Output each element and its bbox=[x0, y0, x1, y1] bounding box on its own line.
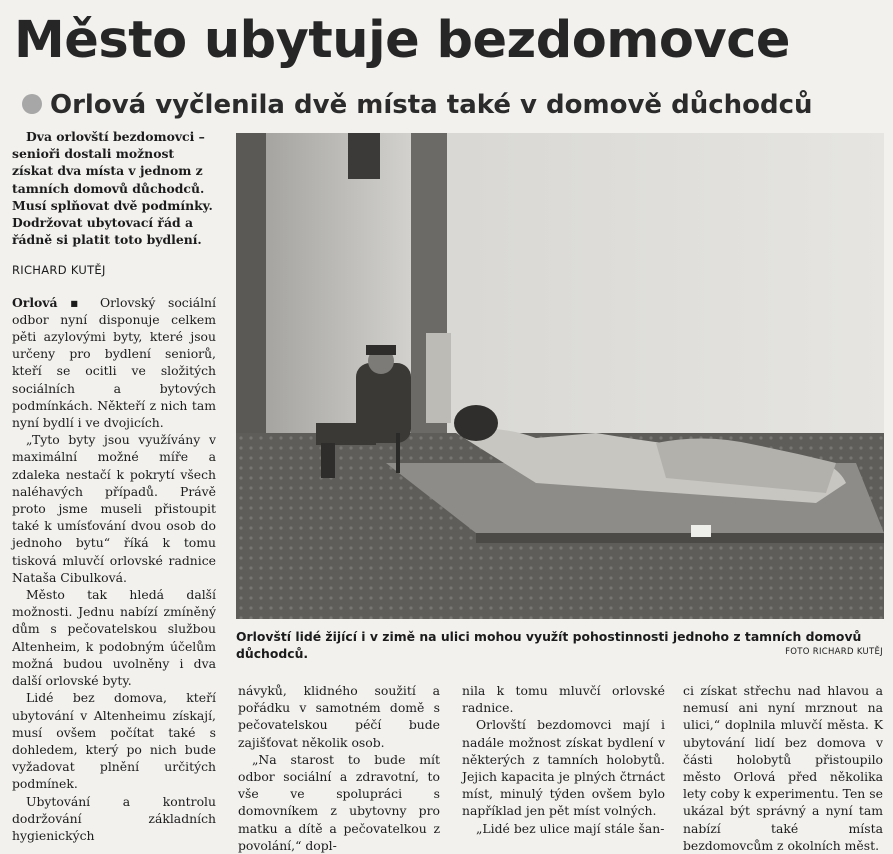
lead-paragraph: Dva orlovští bezdomovci – senioři dostali možnost získat dva místa v jednom z tamních domovů důchodců. Musí splňovat dvě podmínky. Dodržovat ubytovací řád a řádně si platit toto bydlení. bbox=[12, 129, 213, 248]
photo-credit: FOTO RICHARD KUTĚJ bbox=[785, 647, 883, 657]
paragraph: návyků, klidného soužití a pořádku v samotném domě s pečovatelskou péčí bude zajišťovat několik osob. bbox=[238, 683, 440, 750]
paragraph: ci získat střechu nad hlavou a nemusí ani nyní mrznout na ulici,“ doplnila mluvčí města. K ubytování lidí bez domova v části holobytů přistoupilo město Orlová před několika lety coby k experimentu. Ten se ukázal být správný a nyní tam nabízí také místa bezdomovcům z okolních měst. bbox=[683, 683, 883, 853]
photo-illustration bbox=[236, 133, 884, 619]
paragraph: Orlová ▪ Orlovský sociální odbor nyní disponuje celkem pěti azylovými byty, které jsou určeny pro bydlení seniorů, kteří se ocitli ve složitých sociálních a bytových podmínkách. Někteří z nich tam nyní bydlí i ve dvojicích. bbox=[12, 294, 216, 431]
paragraph: Ubytování a kontrolu dodržování základních hygienických bbox=[12, 793, 216, 843]
paragraph: Orlovští bezdomovci mají i nadále možnost získat bydlení v některých z tamních holobytů. Jejich kapacita je plných čtrnáct míst, minulý týden ovšem bylo například jen pět míst volných. bbox=[462, 717, 665, 819]
column-3 bbox=[462, 682, 665, 837]
news-photo bbox=[236, 133, 884, 619]
column-2 bbox=[238, 682, 440, 854]
bullet-icon bbox=[22, 94, 42, 114]
column-1 bbox=[12, 128, 216, 844]
subheadline-text: Orlová vyčlenila dvě místa také v domově důchodců bbox=[50, 90, 813, 120]
column-4 bbox=[683, 682, 883, 854]
subheadline bbox=[22, 86, 892, 124]
photo-caption: Orlovští lidé žijící i v zimě na ulici mohou využít pohostinnosti jednoho z tamních domovů důchodců. bbox=[236, 629, 862, 661]
paragraph: „Na starost to bude mít odbor sociální a zdravotní, to vše ve spolupráci s domovníkem z ubytovny pro matku a dítě a pečovatelkou z povolání,“ dopl- bbox=[238, 751, 440, 853]
paragraph: Lidé bez domova, kteří ubytování v Altenheimu získají, musí ovšem počítat také s dohledem, který po nich bude vyžadovat plnění určitých podmínek. bbox=[12, 690, 216, 792]
dateline-place: Orlová bbox=[12, 294, 58, 310]
paragraph-text: Orlovský sociální odbor nyní disponuje celkem pěti azylovými byty, které jsou určeny pro bydlení seniorů, kteří se ocitli ve složitých sociálních a bytových podmínkách. Někteří z nich tam nyní bydlí i ve dvojicích. bbox=[12, 294, 216, 431]
paragraph: „Lidé bez ulice mají stále šan- bbox=[476, 820, 665, 836]
paragraph: „Tyto byty jsou využívány v maximální možné míře a zdaleka nestačí k pokrytí všech naléhavých případů. Právě proto jsme museli přistoupit také k umísťování dvou osob do jednoho bytu“ říká k tomu tisková mluvčí orlovské radnice Nataša Cibulková. bbox=[12, 432, 216, 585]
paragraph: Město tak hledá další možnosti. Jednu nabízí zmíněný dům s pečovatelskou službou Altenheim, k podobným účelům možná budou uvolněny i dva další orlovské byty. bbox=[12, 587, 216, 689]
paragraph: nila k tomu mluvčí orlovské radnice. bbox=[462, 683, 665, 716]
author-byline: RICHARD KUTĚJ bbox=[12, 263, 106, 278]
headline: Město ubytuje bezdomovce bbox=[14, 11, 791, 70]
